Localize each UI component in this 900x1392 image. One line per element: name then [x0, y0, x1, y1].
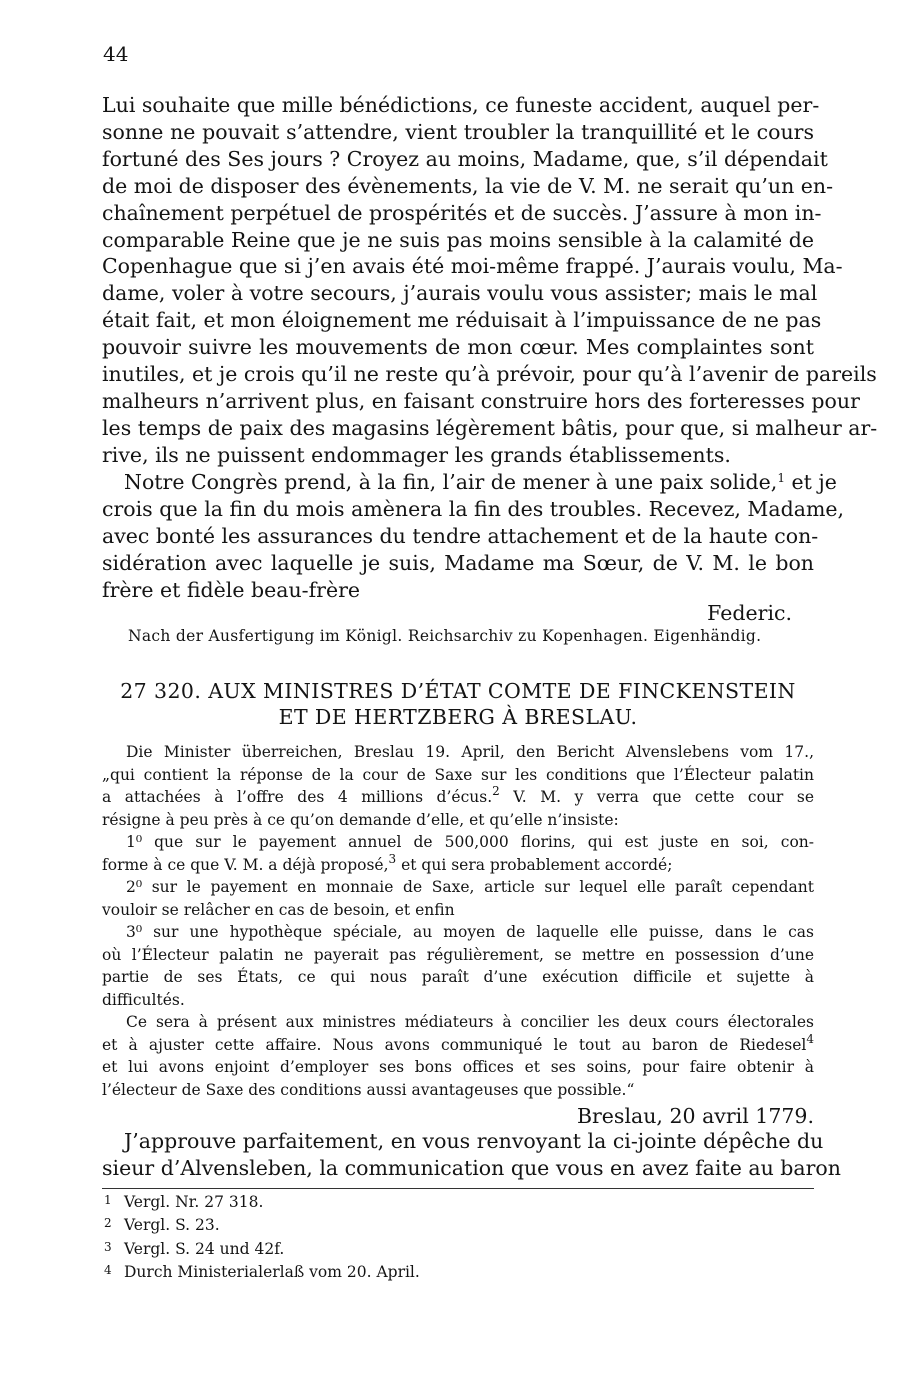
text-line: pouvoir suivre les mouvements de mon cœur. Mes complaintes sont — [102, 335, 814, 360]
summary-line: partie de ses États, ce qui nous paraît d’une exécution difficile et sujette à — [102, 968, 814, 986]
text-line — [102, 469, 837, 496]
text-fragment: V. M. y verra que cette cour se — [499, 788, 814, 806]
summary-line: 1⁰ que sur le payement annuel de 500,000 florins, qui est juste en soi, con- — [126, 833, 814, 851]
text-fragment: a attachées à l’offre des 4 millions d’écus. — [102, 788, 493, 806]
text-line: chaînement perpétuel de prospérités et de succès. J’assure à mon in- — [102, 200, 822, 225]
footnote-text: Durch Ministerialerlaß vom 20. April. — [124, 1262, 420, 1281]
text-line: sonne ne pouvait s’attendre, vient troubler la tranquillité et le cours — [102, 119, 814, 144]
text-line: sidération avec laquelle je suis, Madame ma Sœur, de V. M. le bon — [102, 550, 814, 575]
minister-summary — [102, 741, 814, 1101]
summary-line: 3⁰ sur une hypothèque spéciale, au moyen de laquelle elle puisse, dans le cas — [126, 923, 814, 941]
text-fragment: et qui sera probablement accordé; — [396, 855, 673, 874]
summary-line: Ce sera à présent aux ministres médiateurs à concilier les deux cours électorales — [126, 1013, 814, 1031]
footnote-number: 3 — [104, 1239, 112, 1254]
footnote — [104, 1260, 420, 1283]
footnote-ref: 1 — [777, 471, 785, 485]
reply-paragraph — [102, 1128, 841, 1182]
summary-line: difficultés. — [102, 990, 185, 1009]
footnote — [104, 1213, 420, 1236]
footnote-number: 2 — [104, 1216, 112, 1231]
document-heading — [100, 678, 816, 730]
page-number: 44 — [103, 42, 129, 66]
summary-line — [102, 786, 814, 809]
heading-line: 27 320. AUX MINISTRES D’ÉTAT COMTE DE FINCKENSTEIN — [120, 679, 796, 703]
letter-paragraph-1 — [102, 92, 878, 469]
footnote — [104, 1190, 420, 1213]
footnote-text: Vergl. S. 24 und 42f. — [124, 1239, 285, 1258]
text-line: inutiles, et je crois qu’il ne reste qu’à prévoir, pour qu’à l’avenir de pareils — [102, 362, 877, 387]
text-line: malheurs n’arrivent plus, en faisant construire hors des forteresses pour — [102, 388, 860, 413]
footnote-text: Vergl. Nr. 27 318. — [124, 1193, 264, 1211]
text-line: frère et fidèle beau-frère — [102, 577, 361, 602]
footnote-number: 4 — [104, 1262, 112, 1277]
summary-line: vouloir se relâcher en cas de besoin, et enfin — [102, 900, 455, 919]
text-line: les temps de paix des magasins légèrement bâtis, pour que, si malheur ar- — [102, 415, 878, 440]
text-line: J’approuve parfaitement, en vous renvoyant la ci-jointe dépêche du — [124, 1129, 824, 1153]
footnote-ref: 3 — [388, 851, 397, 866]
footnotes — [104, 1190, 420, 1283]
footnote-number: 1 — [104, 1193, 112, 1207]
signature: Federic. — [707, 601, 792, 625]
summary-line: où l’Électeur palatin ne payerait pas régulièrement, se mettre en possession d’une — [102, 945, 814, 964]
dateline: Breslau, 20 avril 1779. — [576, 1104, 814, 1128]
text-line: Copenhague que si j’en avais été moi-même frappé. J’aurais voulu, Ma- — [102, 254, 843, 279]
footnote-ref: 2 — [492, 784, 500, 798]
text-line: Lui souhaite que mille bénédictions, ce funeste accident, auquel per- — [102, 93, 820, 117]
summary-line — [102, 851, 814, 877]
text-line: de moi de disposer des évènements, la vie de V. M. ne serait qu’un en- — [102, 173, 834, 198]
summary-line: résigne à peu près à ce qu’on demande d’elle, et qu’elle n’insiste: — [102, 810, 619, 829]
text-line: comparable Reine que je ne suis pas moins sensible à la calamité de — [102, 227, 814, 252]
text-line: crois que la fin du mois amènera la fin des troubles. Recevez, Madame, — [102, 496, 845, 521]
text-line: rive, ils ne puissent endommager les grands établissements. — [102, 442, 731, 467]
heading-line: ET DE HERTZBERG À BRESLAU. — [278, 705, 638, 729]
summary-line — [102, 1031, 814, 1057]
footnote — [104, 1237, 420, 1260]
letter-paragraph-2 — [102, 469, 845, 604]
source-note: Nach der Ausfertigung im Königl. Reichsarchiv zu Kopenhagen. Eigenhändig. — [128, 627, 762, 645]
text-line: avec bonté les assurances du tendre attachement et de la haute con- — [102, 523, 819, 548]
text-line: sieur d’Alvensleben, la communication que vous en avez faite au baron — [102, 1155, 841, 1180]
footnote-ref: 4 — [806, 1031, 814, 1046]
summary-line: „qui contient la réponse de la cour de Saxe sur les conditions que l’Électeur palatin — [102, 765, 814, 784]
summary-line: l’électeur de Saxe des conditions aussi avantageuses que possible.“ — [102, 1080, 635, 1099]
text-fragment: et je — [784, 470, 837, 494]
text-line: était fait, et mon éloignement me réduisait à l’impuissance de ne pas — [102, 308, 822, 333]
text-fragment: forme à ce que V. M. a déjà proposé, — [102, 855, 389, 874]
footnote-divider — [102, 1188, 814, 1189]
text-line: dame, voler à votre secours, j’aurais voulu vous assister; mais le mal — [102, 281, 818, 306]
summary-line: 2⁰ sur le payement en monnaie de Saxe, article sur lequel elle paraît cependant — [126, 878, 814, 896]
text-fragment: et à ajuster cette affaire. Nous avons communiqué le tout au baron de Riedesel — [102, 1035, 807, 1054]
summary-line: et lui avons enjoint d’employer ses bons offices et ses soins, pour faire obtenir à — [102, 1058, 814, 1076]
text-fragment: Notre Congrès prend, à la fin, l’air de mener à une paix solide, — [124, 470, 778, 494]
summary-line: Die Minister überreichen, Breslau 19. April, den Bericht Alvenslebens vom 17., — [126, 743, 814, 761]
text-line: fortuné des Ses jours ? Croyez au moins, Madame, que, s’il dépendait — [102, 146, 828, 171]
footnote-text: Vergl. S. 23. — [124, 1216, 220, 1235]
